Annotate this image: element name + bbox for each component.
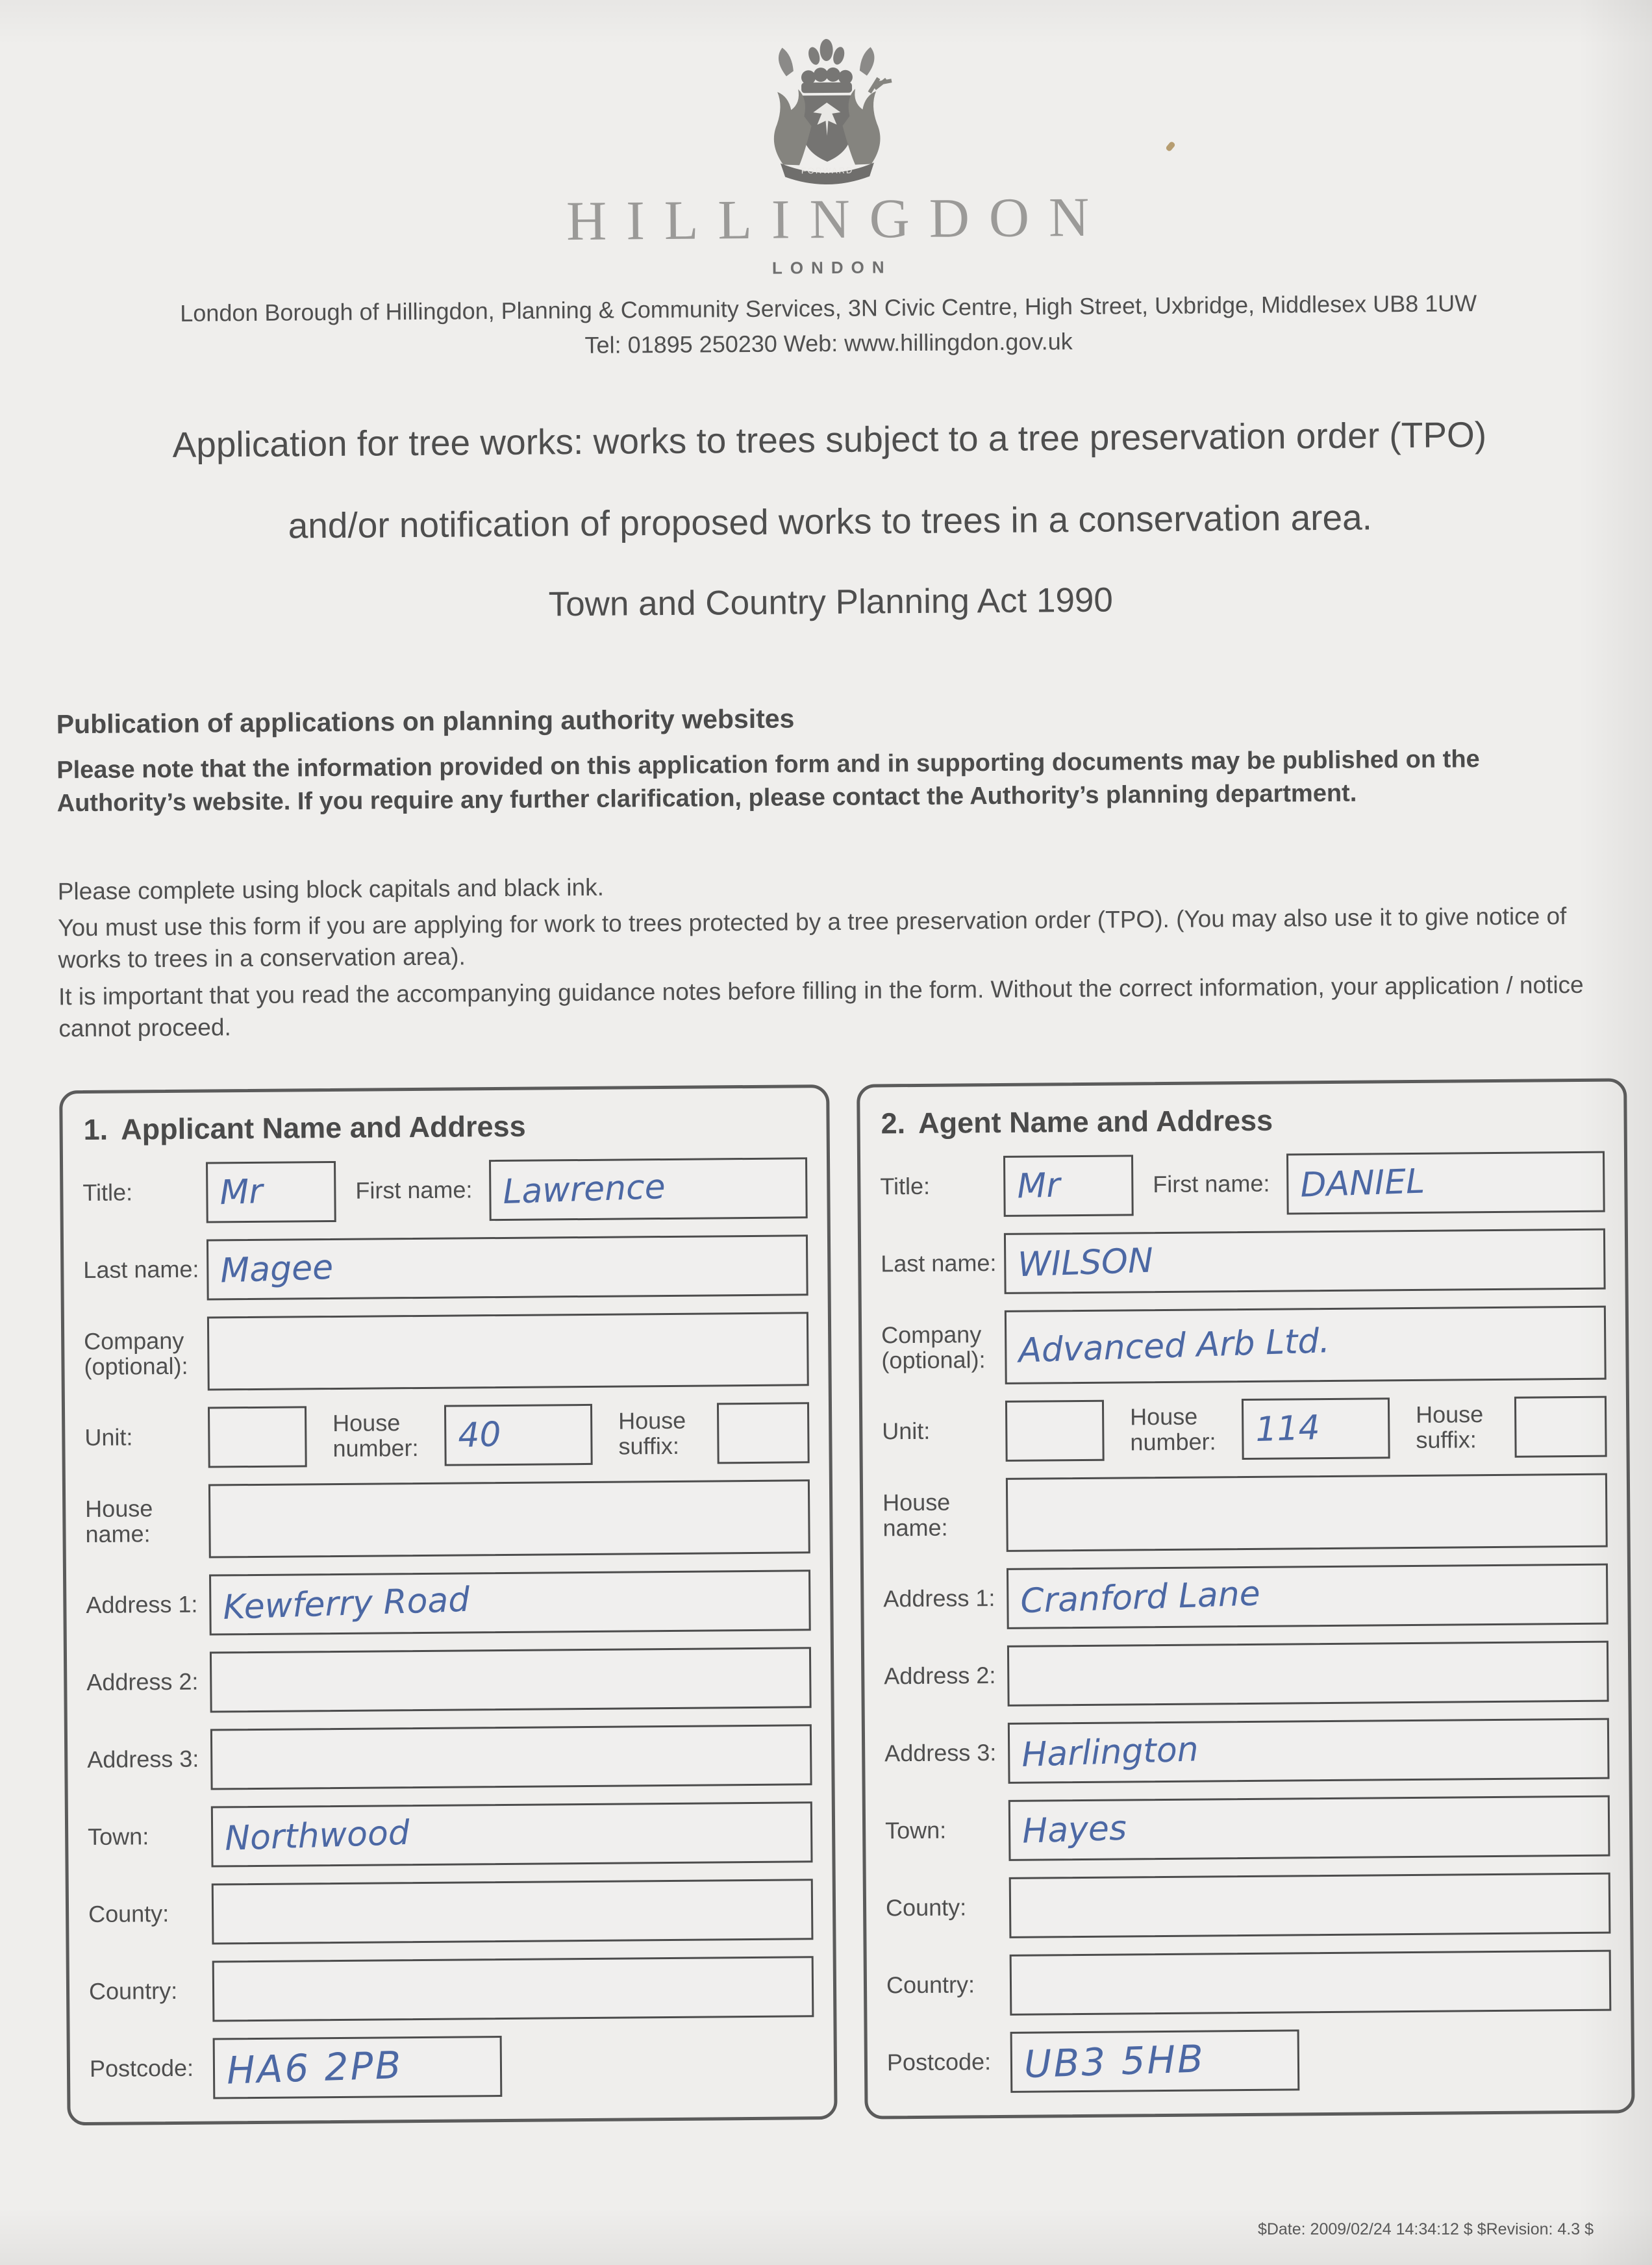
postcode-label: Postcode: xyxy=(886,2048,992,2076)
agent-company-field[interactable] xyxy=(1005,1305,1607,1384)
postcode-row xyxy=(90,2033,815,2100)
applicant-county-field[interactable] xyxy=(212,1879,814,1944)
revision-footer: $Date: 2009/02/24 14:34:12 $ $Revision: 4.3 $ xyxy=(1257,2220,1594,2238)
agent-title-field[interactable] xyxy=(1003,1155,1134,1217)
company-label xyxy=(84,1328,208,1379)
house-name-label-line2: name: xyxy=(882,1514,948,1542)
country-row xyxy=(886,1949,1612,2016)
handwritten-house-number: 114 xyxy=(1255,1408,1321,1449)
publication-note xyxy=(56,697,1600,821)
applicant-house-suffix-field[interactable] xyxy=(717,1402,810,1464)
handwritten-postcode: UB3 5HB xyxy=(1023,2036,1206,2086)
house-number-label-line2: number: xyxy=(332,1434,419,1462)
authority-contact-line: Tel: 01895 250230 Web: www.hillingdon.gov.uk xyxy=(584,328,1073,358)
company-label xyxy=(881,1322,1005,1373)
company-label-line1: Company xyxy=(881,1321,982,1349)
agent-house-number-field[interactable] xyxy=(1242,1397,1390,1460)
last-name-label: Last name: xyxy=(881,1249,997,1277)
house-number-label xyxy=(1130,1404,1242,1455)
section-title: Agent Name and Address xyxy=(918,1103,1273,1140)
last-name-row xyxy=(83,1234,808,1301)
applicant-unit-field[interactable] xyxy=(208,1406,307,1468)
house-name-row xyxy=(85,1479,810,1559)
house-suffix-label xyxy=(1416,1402,1515,1453)
address2-row xyxy=(884,1640,1609,1707)
unit-house-number-row xyxy=(882,1395,1607,1462)
agent-address3-field[interactable] xyxy=(1008,1718,1610,1783)
agent-last-name-field[interactable] xyxy=(1004,1228,1606,1294)
company-label-line2: (optional): xyxy=(881,1345,986,1374)
title-row xyxy=(82,1157,808,1224)
county-label: County: xyxy=(88,1900,169,1928)
house-name-row xyxy=(882,1473,1608,1553)
instruction-line2: You must use this form if you are applying for work to trees protected by a tree preservation order (TPO). (You may also use it to give notice of works to trees in a conservation area). xyxy=(58,903,1567,973)
address1-label: Address 1: xyxy=(86,1590,198,1619)
house-suffix-label-line1: House xyxy=(1415,1400,1484,1428)
address1-row xyxy=(883,1563,1608,1630)
form-title xyxy=(3,412,1652,629)
publication-body: Please note that the information provided on this application form and in supporting documents may be published on the Authority’s website. If you require any further clarification, please contact the Authority’s planning department. xyxy=(56,745,1480,818)
address1-row xyxy=(86,1570,811,1636)
title-label: Title: xyxy=(880,1173,931,1200)
section-number: 2. xyxy=(881,1106,906,1140)
applicant-first-name-field[interactable] xyxy=(489,1157,808,1221)
agent-postcode-field[interactable] xyxy=(1010,2029,1300,2092)
house-name-label xyxy=(882,1490,1007,1541)
section-heading xyxy=(881,1101,1604,1140)
logo-wordmark: HILLINGDON xyxy=(566,185,1109,253)
instruction-line3: It is important that you read the accompanying guidance notes before filling in the form. Without the correct information, your application / notice cannot proceed. xyxy=(58,971,1584,1042)
town-row xyxy=(88,1801,813,1868)
form-title-line1: Application for tree works: works to trees subject to a tree preservation order (TPO) xyxy=(172,414,1487,465)
handwritten-last-name: WILSON xyxy=(1017,1241,1154,1285)
town-label: Town: xyxy=(884,1816,947,1844)
country-label: Country: xyxy=(886,1971,975,1999)
company-row xyxy=(84,1312,809,1392)
house-suffix-label-line1: House xyxy=(618,1407,686,1434)
country-row xyxy=(89,1956,814,2023)
title-label: Title: xyxy=(82,1179,133,1207)
country-label: Country: xyxy=(88,1977,178,2005)
agent-county-field[interactable] xyxy=(1009,1872,1611,1938)
address3-row xyxy=(884,1718,1610,1784)
logo-subtitle: LONDON xyxy=(771,257,892,278)
house-suffix-label-line2: suffix: xyxy=(1416,1425,1477,1453)
applicant-address1-field[interactable] xyxy=(209,1570,811,1635)
applicant-last-name-field[interactable] xyxy=(206,1234,808,1300)
form-title-line2: and/or notification of proposed works to trees in a conservation area. xyxy=(288,497,1373,546)
applicant-address2-field[interactable] xyxy=(210,1647,812,1712)
address3-label: Address 3: xyxy=(884,1739,997,1767)
house-name-label-line2: name: xyxy=(85,1520,151,1547)
authority-address-line: London Borough of Hillingdon, Planning & Community Services, 3N Civic Centre, High Street, Uxbridge, Middlesex UB8 1UW xyxy=(180,290,1477,327)
instruction-line1: Please complete using block capitals and black ink. xyxy=(57,873,605,905)
town-label: Town: xyxy=(88,1823,149,1851)
house-suffix-label xyxy=(618,1408,718,1459)
address2-row xyxy=(86,1647,812,1714)
unit-label: Unit: xyxy=(882,1418,931,1445)
section-applicant-name-address xyxy=(59,1084,837,2125)
county-row xyxy=(88,1879,814,1946)
house-name-label-line1: House xyxy=(85,1495,153,1522)
applicant-postcode-field[interactable] xyxy=(213,2036,503,2099)
town-row xyxy=(885,1795,1610,1862)
section-agent-name-address xyxy=(857,1078,1634,2119)
handwritten-title: Mr xyxy=(219,1171,264,1212)
handwritten-company: Advanced Arb Ltd. xyxy=(1018,1321,1331,1371)
completion-instructions xyxy=(58,864,1602,1045)
company-label-line2: (optional): xyxy=(84,1352,188,1380)
section-heading xyxy=(83,1107,807,1147)
house-number-label-line1: House xyxy=(332,1409,401,1436)
last-name-row xyxy=(881,1228,1606,1295)
address2-label: Address 2: xyxy=(86,1668,199,1696)
company-row xyxy=(881,1305,1607,1385)
postcode-label: Postcode: xyxy=(89,2055,194,2083)
handwritten-town: Northwood xyxy=(224,1813,410,1858)
house-number-label-line2: number: xyxy=(1130,1428,1216,1456)
handwritten-first-name: Lawrence xyxy=(502,1167,666,1212)
address2-label: Address 2: xyxy=(884,1662,996,1690)
first-name-label: First name: xyxy=(355,1176,473,1205)
section-number: 1. xyxy=(83,1112,108,1146)
handwritten-house-number: 40 xyxy=(457,1414,502,1456)
agent-house-suffix-field[interactable] xyxy=(1514,1395,1607,1457)
applicant-company-field[interactable] xyxy=(207,1312,809,1390)
address3-label: Address 3: xyxy=(87,1745,199,1773)
form-header xyxy=(0,29,1652,364)
agent-house-name-field[interactable] xyxy=(1006,1473,1608,1551)
handwritten-first-name: DANIEL xyxy=(1299,1162,1425,1205)
handwritten-title: Mr xyxy=(1016,1166,1061,1207)
house-number-label xyxy=(332,1410,445,1462)
postcode-row xyxy=(887,2027,1612,2094)
county-label: County: xyxy=(885,1894,967,1921)
title-row xyxy=(880,1151,1605,1218)
handwritten-postcode: HA6 2PB xyxy=(225,2042,404,2093)
handwritten-address3: Harlington xyxy=(1021,1730,1199,1775)
applicant-house-name-field[interactable] xyxy=(208,1479,810,1558)
handwritten-address1: Kewferry Road xyxy=(222,1580,471,1627)
house-suffix-label-line2: suffix: xyxy=(618,1432,680,1460)
crest-motto: FORWARD xyxy=(801,165,854,176)
applicant-country-field[interactable] xyxy=(212,1956,814,2021)
house-name-label-line1: House xyxy=(882,1488,951,1516)
house-number-label-line1: House xyxy=(1129,1403,1198,1431)
form-title-line3: Town and Country Planning Act 1990 xyxy=(548,581,1114,624)
unit-label: Unit: xyxy=(84,1423,133,1451)
address1-label: Address 1: xyxy=(883,1584,995,1612)
handwritten-town: Hayes xyxy=(1021,1808,1127,1851)
applicant-house-number-field[interactable] xyxy=(444,1404,593,1466)
agent-unit-field[interactable] xyxy=(1005,1399,1105,1461)
agent-first-name-field[interactable] xyxy=(1286,1151,1605,1214)
handwritten-last-name: Magee xyxy=(219,1247,334,1291)
applicant-town-field[interactable] xyxy=(211,1801,813,1867)
agent-country-field[interactable] xyxy=(1010,1949,1612,2015)
agent-address2-field[interactable] xyxy=(1007,1640,1609,1706)
company-label-line1: Company xyxy=(84,1327,184,1355)
house-name-label xyxy=(85,1495,209,1547)
hillingdon-crest-icon xyxy=(742,35,912,191)
section-title: Applicant Name and Address xyxy=(120,1109,526,1146)
handwritten-address1: Cranford Lane xyxy=(1020,1574,1261,1621)
agent-address1-field[interactable] xyxy=(1007,1563,1608,1629)
first-name-label: First name: xyxy=(1153,1170,1270,1198)
county-row xyxy=(886,1872,1611,1939)
agent-town-field[interactable] xyxy=(1008,1795,1610,1860)
publication-heading: Publication of applications on planning authority websites xyxy=(56,703,795,740)
applicant-address3-field[interactable] xyxy=(210,1724,812,1790)
address3-row xyxy=(87,1724,812,1791)
last-name-label: Last name: xyxy=(83,1255,199,1284)
applicant-title-field[interactable] xyxy=(206,1161,336,1223)
unit-house-number-row xyxy=(84,1402,810,1469)
